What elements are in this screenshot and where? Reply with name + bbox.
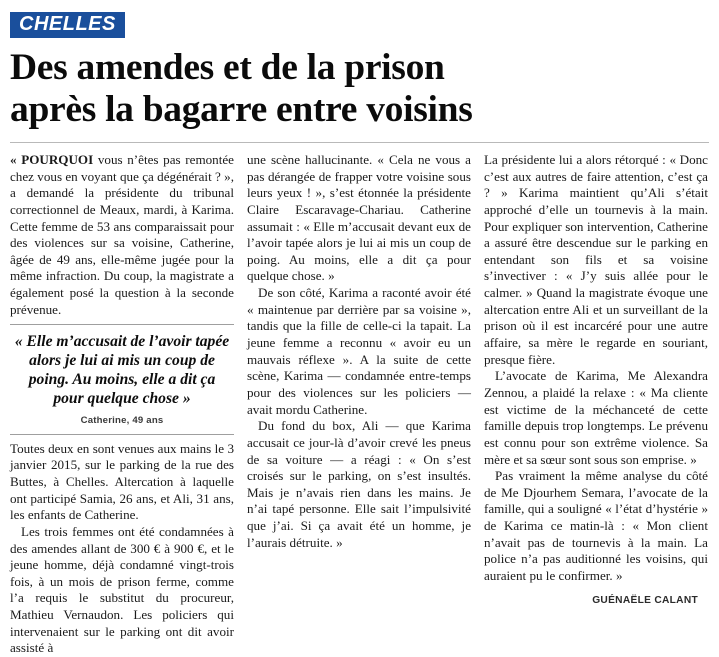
paragraph-text: une scène hallucinante. « Cela ne vous a pas dérangée de frapper votre voisine sous leurs yeux ! », s’est étonnée la présidente Claire Escaravage-Chariau. Catherine assumait : « Elle m’accusait devant eux de l’avoir tapée alors je lui ai mis un coup de poing. Au moins, elle a dit ça pour quelque chose. »: [247, 152, 471, 284]
kicker-wrap: [10, 12, 719, 38]
paragraph: [10, 441, 234, 524]
paragraph: [10, 152, 234, 318]
article-column-3: [484, 152, 708, 608]
page-title: [10, 47, 709, 131]
paragraph-text: Les trois femmes ont été condamnées à des amendes allant de 300 € à 900 €, et le jeune homme, déjà condamné vingt-trois fois, à un mois de prison ferme, comme l’a requis le substitut du procureur, Mathieu Vernaudon. Les policiers qui intervenaient sur le parking ont dit avoir assisté à: [10, 523, 234, 656]
pull-quote: [10, 324, 234, 434]
paragraph: [247, 152, 471, 285]
paragraph: [247, 285, 471, 418]
headline-line-2: après la bagarre entre voisins: [10, 89, 473, 130]
paragraph-text: Toutes deux en sont venues aux mains le 3 janvier 2015, sur le parking de la rue des Buttes, à Chelles. Altercation à laquelle ont participé Samia, 26 ans, et Ali, 31 ans, les enfants de Catherine.: [10, 440, 234, 523]
article-columns: [10, 152, 709, 657]
paragraph: [10, 524, 234, 657]
paragraph: [247, 418, 471, 551]
article-page: [0, 12, 719, 656]
headline-divider: [10, 142, 709, 143]
paragraph: [484, 368, 708, 468]
section-kicker: CHELLES: [10, 12, 125, 38]
headline-line-1: Des amendes et de la prison: [10, 47, 445, 88]
paragraph: [484, 152, 708, 368]
paragraph: [484, 468, 708, 584]
pull-quote-text: « Elle m’accusait de l’avoir tapée alors je lui ai mis un coup de poing. Au moins, elle a dit ça pour quelque chose »: [14, 333, 230, 408]
lead-in-text: « POURQUOI: [10, 152, 94, 167]
paragraph-text: La présidente lui a alors rétorqué : « Donc c’est aux autres de faire attention, c’est ça ? » Karima maintient qu’Ali s’était approché d’elle un tournevis à la main. Pour expliquer son intervention, Catherine a assuré être descendue sur le parking en entendant son fils et sa voisine s’invectiver : « J’y suis allée pour le calmer. » Quand la magistrate évoque une altercation entre Ali et un surveillant de la prison où il est incarcéré pour une autre affaire, sa mère le regarde en souriant, presque fière.: [484, 152, 708, 367]
paragraph-text: L’avocate de Karima, Me Alexandra Zennou, a plaidé la relaxe : « Ma cliente est victime de la méchanceté de cette famille depuis trop longtemps. Le prévenu est connu pour son extrême violence. Sa mère et sa sœur sont sous son emprise. »: [484, 368, 708, 467]
paragraph-text: vous n’êtes pas remontée chez vous en voyant que ça dégénérait ? », a demandé la présidente du tribunal correctionnel de Meaux, mardi, à Karima. Cette femme de 53 ans comparaissait pour des violences sur sa voisine, Catherine, âgée de 49 ans, elle-même jugée pour la même infraction. Du coup, la magistrate a également posé la question à la seconde prévenue.: [10, 152, 234, 317]
article-column-2: [247, 152, 471, 551]
byline-row: [484, 589, 708, 608]
article-byline: GUÉNAËLE CALANT: [592, 594, 698, 606]
paragraph-text: De son côté, Karima a raconté avoir été « maintenue par derrière par sa voisine », tandis que la fille de celle-ci la tapait. La jeune femme a reconnu « avoir eu un mauvais réflexe ». A la suite de cette scène, Karima — condamnée entre-temps pour des violences sur les policiers — avait mordu Catherine.: [247, 285, 471, 417]
paragraph-text: Pas vraiment la même analyse du côté de Me Djourhem Semara, l’avocate de la famille, qui a souligné « l’état d’hystérie » de Karima ce matin-là : « Mon client n’avait pas de tournevis à la main. La police n’a pas auditionné les voisins, qui auraient pu le confirmer. »: [484, 468, 708, 584]
article-column-1: [10, 152, 234, 657]
paragraph-text: Du fond du box, Ali — que Karima accusait ce jour-là d’avoir crevé les pneus de sa voiture — a réagi : « On s’est croisés sur le parking, on s’est insultés. Mais je n’avais rien dans les mains. Je n’ai tapé personne. Elle sait l’impulsivité que j’ai. Si ça avait été un homme, je l’aurais détruite. »: [247, 418, 471, 550]
pull-quote-attribution: Catherine, 49 ans: [80, 415, 164, 427]
